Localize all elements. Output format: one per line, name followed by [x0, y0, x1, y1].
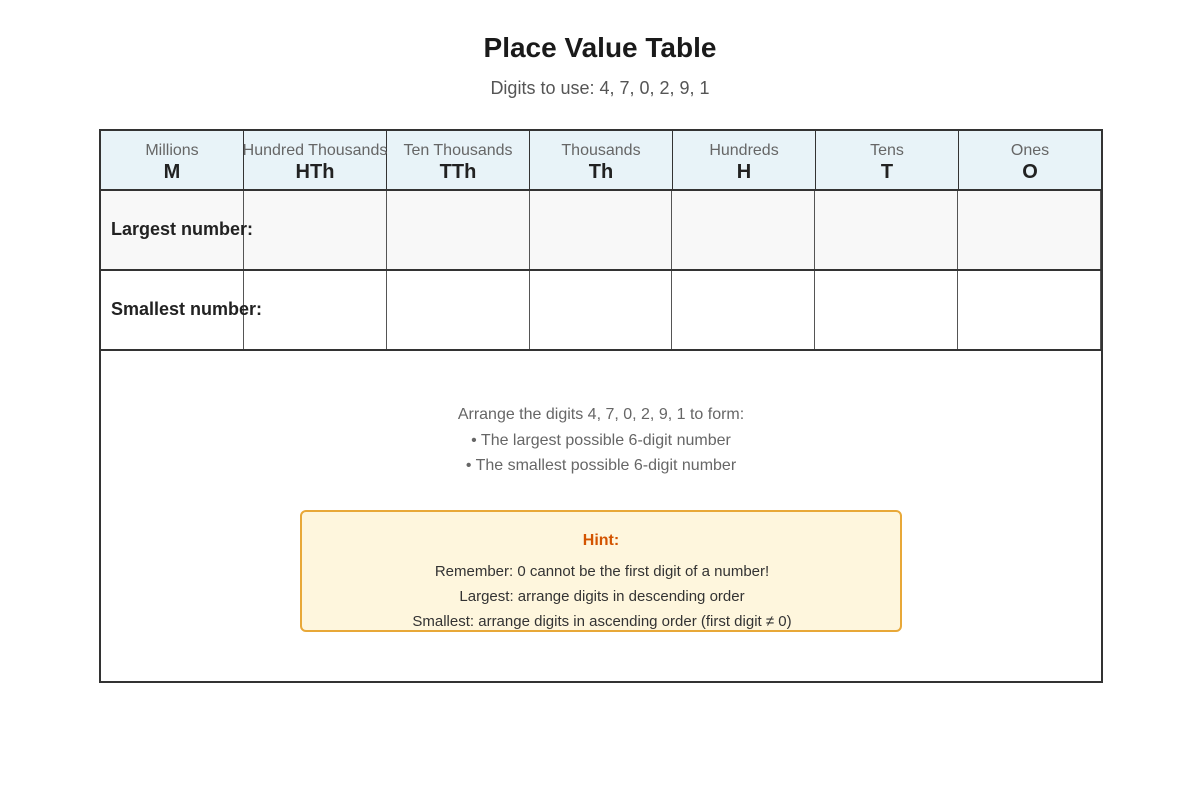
hint-box: [300, 510, 902, 632]
column-name: Hundred Thousands: [242, 142, 388, 159]
hint-line: Remember: 0 cannot be the first digit of a number!: [434, 563, 770, 580]
column-header-millions: [101, 131, 244, 189]
column-name: Ten Thousands: [403, 142, 513, 159]
instruction-line: Arrange the digits 4, 7, 0, 2, 9, 1 to form:: [457, 406, 745, 423]
column-name: Hundreds: [709, 142, 779, 159]
column-header-hundreds: [673, 131, 816, 189]
column-header-ones: [959, 131, 1101, 189]
column-name: Thousands: [561, 142, 641, 159]
digit-cell[interactable]: [815, 271, 958, 349]
hint-line: Smallest: arrange digits in ascending order (first digit ≠ 0): [412, 613, 792, 630]
table-row-largest: [101, 191, 1101, 271]
column-abbr: O: [1022, 161, 1038, 183]
column-name: Ones: [1010, 142, 1050, 159]
hint-title: Hint:: [582, 532, 620, 549]
digit-cell[interactable]: [387, 191, 530, 269]
column-header-tens: [816, 131, 959, 189]
digit-cell[interactable]: [672, 191, 815, 269]
digit-cell[interactable]: [530, 271, 673, 349]
digit-cell[interactable]: [815, 191, 958, 269]
digit-cell[interactable]: [530, 191, 673, 269]
column-abbr: Th: [588, 161, 614, 183]
digit-cell[interactable]: [672, 271, 815, 349]
column-abbr: HTh: [295, 161, 335, 183]
column-header-hundred-thousands: [244, 131, 387, 189]
page-title: Place Value Table: [483, 32, 717, 63]
hint-line: Largest: arrange digits in descending order: [459, 588, 745, 605]
column-header-thousands: [530, 131, 673, 189]
column-abbr: H: [736, 161, 752, 183]
row-label-smallest: Smallest number:: [111, 299, 263, 319]
table-row-smallest: [101, 271, 1101, 351]
digit-cell[interactable]: [387, 271, 530, 349]
table-header-row: [101, 131, 1101, 191]
column-abbr: TTh: [439, 161, 477, 183]
instruction-line: • The smallest possible 6-digit number: [465, 457, 737, 474]
column-header-ten-thousands: [387, 131, 530, 189]
page-subtitle: Digits to use: 4, 7, 0, 2, 9, 1: [490, 78, 710, 98]
place-value-table: [99, 129, 1103, 683]
column-abbr: M: [163, 161, 181, 183]
row-label-largest: Largest number:: [111, 219, 254, 239]
instruction-line: • The largest possible 6-digit number: [471, 432, 731, 449]
digit-cell[interactable]: [958, 271, 1101, 349]
column-abbr: T: [880, 161, 894, 183]
digit-cell[interactable]: [244, 271, 387, 349]
digit-cell[interactable]: [958, 191, 1101, 269]
column-name: Tens: [870, 142, 904, 159]
digit-cell[interactable]: [244, 191, 387, 269]
column-name: Millions: [145, 142, 199, 159]
